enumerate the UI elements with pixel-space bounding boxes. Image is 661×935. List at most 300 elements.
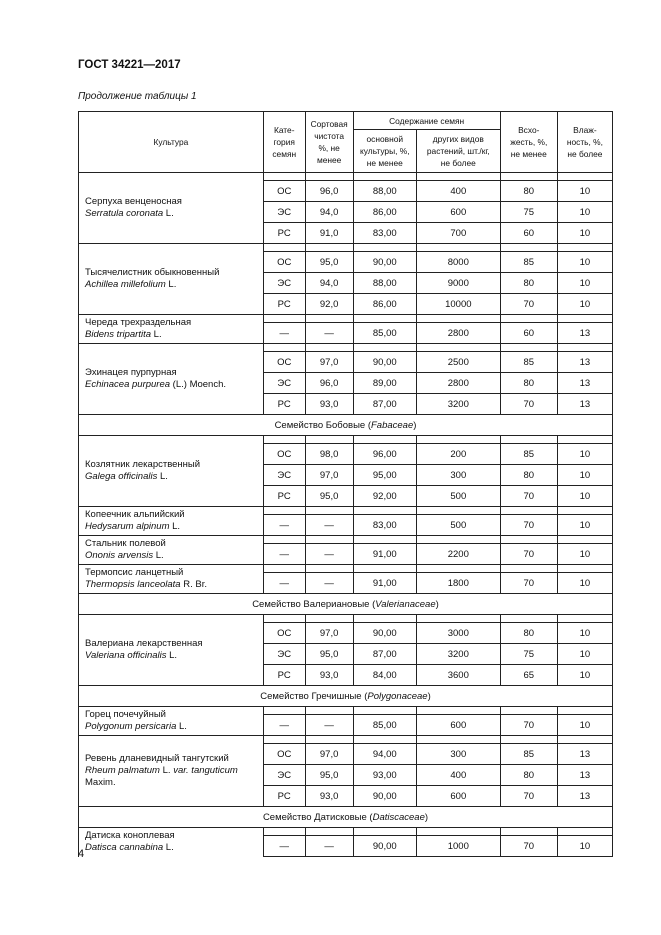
purity-cell: — xyxy=(305,836,353,857)
humidity-cell: 13 xyxy=(557,352,612,373)
germination-cell: 85 xyxy=(500,744,557,765)
germination-cell: 70 xyxy=(500,836,557,857)
spacer-cell xyxy=(305,315,353,323)
col-header-germination: Всхо- жесть, %, не менее xyxy=(500,112,557,173)
spacer-cell xyxy=(353,707,416,715)
germination-cell: 70 xyxy=(500,544,557,565)
humidity-cell: 13 xyxy=(557,765,612,786)
purity-cell: 97,0 xyxy=(305,352,353,373)
crop-russian-name: Копеечник альпийский xyxy=(85,509,185,520)
purity-cell: 96,0 xyxy=(305,373,353,394)
col-header-crop: Культура xyxy=(79,112,264,173)
main-culture-cell: 87,00 xyxy=(353,394,416,415)
family-heading xyxy=(79,415,613,436)
purity-cell: 92,0 xyxy=(305,294,353,315)
family-row xyxy=(79,594,613,615)
category-cell: ЭС xyxy=(263,273,305,294)
row-spacer xyxy=(79,536,613,544)
family-label: Семейство Валериановые ( xyxy=(252,598,376,610)
family-latin-name: Polygonaceae xyxy=(367,690,428,702)
crop-russian-name: Термопсис ланцетный xyxy=(85,567,184,578)
spacer-cell xyxy=(305,828,353,836)
crop-russian-name: Козлятник лекарственный xyxy=(85,459,201,470)
spacer-cell xyxy=(416,565,500,573)
family-row xyxy=(79,686,613,707)
crop-latin-variety: var. tanguticum xyxy=(173,765,238,776)
spacer-cell xyxy=(416,436,500,444)
spacer-cell xyxy=(305,344,353,352)
document-title: ГОСТ 34221—2017 xyxy=(78,59,181,71)
purity-cell: 98,0 xyxy=(305,444,353,465)
row-spacer xyxy=(79,736,613,744)
category-cell: ОС xyxy=(263,181,305,202)
purity-cell: — xyxy=(305,323,353,344)
spacer-cell xyxy=(305,707,353,715)
table-continuation-caption: Продолжение таблицы 1 xyxy=(78,91,197,102)
humidity-cell: 10 xyxy=(557,515,612,536)
spacer-cell xyxy=(416,536,500,544)
other-species-cell: 1000 xyxy=(416,836,500,857)
spacer-cell xyxy=(305,507,353,515)
purity-cell: — xyxy=(305,544,353,565)
purity-cell: — xyxy=(305,515,353,536)
spacer-cell xyxy=(263,536,305,544)
row-spacer xyxy=(79,828,613,836)
main-culture-cell: 90,00 xyxy=(353,786,416,807)
humidity-cell: 13 xyxy=(557,373,612,394)
purity-cell: 94,0 xyxy=(305,273,353,294)
crop-author: L. xyxy=(159,765,174,776)
other-species-cell: 300 xyxy=(416,744,500,765)
humidity-cell: 13 xyxy=(557,786,612,807)
spacer-cell xyxy=(353,315,416,323)
family-row xyxy=(79,807,613,828)
crop-name-cell xyxy=(79,436,264,507)
humidity-cell: 10 xyxy=(557,715,612,736)
purity-cell: 95,0 xyxy=(305,252,353,273)
category-cell: РС xyxy=(263,223,305,244)
spacer-cell xyxy=(500,565,557,573)
spacer-cell xyxy=(500,536,557,544)
humidity-cell: 10 xyxy=(557,836,612,857)
germination-cell: 70 xyxy=(500,294,557,315)
main-culture-cell: 93,00 xyxy=(353,765,416,786)
spacer-cell xyxy=(353,173,416,181)
main-culture-cell: 83,00 xyxy=(353,223,416,244)
spacer-cell xyxy=(500,173,557,181)
humidity-cell: 10 xyxy=(557,181,612,202)
spacer-cell xyxy=(416,244,500,252)
table-header xyxy=(79,112,613,173)
humidity-cell: 10 xyxy=(557,294,612,315)
crop-name-cell xyxy=(79,828,264,857)
spacer-cell xyxy=(353,344,416,352)
humidity-cell: 10 xyxy=(557,273,612,294)
crop-latin-name: Rheum palmatum xyxy=(85,765,160,776)
humidity-cell: 10 xyxy=(557,623,612,644)
crop-latin-name: Valeriana officinalis xyxy=(85,650,167,661)
spacer-cell xyxy=(416,173,500,181)
spacer-cell xyxy=(263,707,305,715)
other-species-cell: 9000 xyxy=(416,273,500,294)
spacer-cell xyxy=(557,565,612,573)
col-header-other-species: других видов растений, шт./кг, не более xyxy=(416,130,500,173)
crop-name-cell xyxy=(79,507,264,536)
humidity-cell: 10 xyxy=(557,444,612,465)
crop-latin-name: Echinacea purpurea xyxy=(85,379,171,390)
crop-latin-name: Polygonum persicaria xyxy=(85,721,177,732)
germination-cell: 85 xyxy=(500,352,557,373)
col-header-humidity: Влаж- ность, %, не более xyxy=(557,112,612,173)
spacer-cell xyxy=(353,565,416,573)
spacer-cell xyxy=(557,436,612,444)
crop-author: L. xyxy=(166,650,178,661)
family-label: Семейство Датисковые ( xyxy=(262,811,373,823)
category-cell: — xyxy=(263,715,305,736)
purity-cell: — xyxy=(305,573,353,594)
crop-name-cell xyxy=(79,244,264,315)
purity-cell: — xyxy=(305,715,353,736)
crop-name-cell xyxy=(79,315,264,344)
crop-latin-name: Ononis arvensis xyxy=(85,550,154,561)
spacer-cell xyxy=(263,436,305,444)
germination-cell: 70 xyxy=(500,573,557,594)
spacer-cell xyxy=(263,344,305,352)
family-label: Семейство Гречишные ( xyxy=(260,690,368,702)
category-cell: — xyxy=(263,544,305,565)
other-species-cell: 400 xyxy=(416,765,500,786)
other-species-cell: 600 xyxy=(416,202,500,223)
spacer-cell xyxy=(557,707,612,715)
family-latin-name: Datiscaceae xyxy=(372,811,425,823)
spacer-cell xyxy=(500,828,557,836)
main-culture-cell: 96,00 xyxy=(353,444,416,465)
family-label: Семейство Бобовые ( xyxy=(274,419,371,431)
main-culture-cell: 94,00 xyxy=(353,744,416,765)
spacer-cell xyxy=(353,507,416,515)
spacer-cell xyxy=(305,565,353,573)
spacer-cell xyxy=(500,707,557,715)
main-culture-cell: 90,00 xyxy=(353,352,416,373)
main-culture-cell: 90,00 xyxy=(353,836,416,857)
family-heading xyxy=(79,686,613,707)
spacer-cell xyxy=(557,173,612,181)
main-culture-cell: 90,00 xyxy=(353,623,416,644)
main-culture-cell: 95,00 xyxy=(353,465,416,486)
germination-cell: 80 xyxy=(500,465,557,486)
spacer-cell xyxy=(305,615,353,623)
germination-cell: 75 xyxy=(500,202,557,223)
crop-russian-name: Череда трехраздельная xyxy=(85,317,192,328)
family-row xyxy=(79,415,613,436)
spacer-cell xyxy=(263,828,305,836)
germination-cell: 70 xyxy=(500,786,557,807)
crop-author: R. Br. xyxy=(180,579,207,590)
other-species-cell: 300 xyxy=(416,465,500,486)
crop-russian-name: Валериана лекарственная xyxy=(85,638,203,649)
spacer-cell xyxy=(353,436,416,444)
main-culture-cell: 87,00 xyxy=(353,644,416,665)
spacer-cell xyxy=(416,736,500,744)
purity-cell: 93,0 xyxy=(305,786,353,807)
purity-cell: 97,0 xyxy=(305,744,353,765)
crop-author: L. xyxy=(176,721,187,732)
col-header-category: Кате- гория семян xyxy=(263,112,305,173)
category-cell: ЭС xyxy=(263,373,305,394)
family-close-paren: ) xyxy=(435,598,439,610)
crop-name-cell xyxy=(79,536,264,565)
spacer-cell xyxy=(500,736,557,744)
category-cell: ЭС xyxy=(263,765,305,786)
other-species-cell: 3000 xyxy=(416,623,500,644)
crop-name-cell xyxy=(79,736,264,807)
other-species-cell: 700 xyxy=(416,223,500,244)
germination-cell: 80 xyxy=(500,765,557,786)
crop-author: L. xyxy=(157,471,168,482)
spacer-cell xyxy=(353,615,416,623)
crop-russian-name: Датиска коноплевая xyxy=(85,830,175,842)
table-body xyxy=(79,173,613,857)
spacer-cell xyxy=(263,507,305,515)
spacer-cell xyxy=(500,436,557,444)
main-culture-cell: 88,00 xyxy=(353,181,416,202)
spacer-cell xyxy=(353,828,416,836)
germination-cell: 65 xyxy=(500,665,557,686)
crop-latin-name: Bidens tripartita xyxy=(85,329,152,340)
humidity-cell: 10 xyxy=(557,644,612,665)
humidity-cell: 13 xyxy=(557,394,612,415)
family-latin-name: Valerianaceae xyxy=(375,598,436,610)
main-culture-cell: 91,00 xyxy=(353,573,416,594)
spacer-cell xyxy=(263,173,305,181)
main-culture-cell: 86,00 xyxy=(353,294,416,315)
row-spacer xyxy=(79,565,613,573)
main-culture-cell: 83,00 xyxy=(353,515,416,536)
spacer-cell xyxy=(353,736,416,744)
purity-cell: 95,0 xyxy=(305,486,353,507)
crop-name-cell xyxy=(79,344,264,415)
spacer-cell xyxy=(500,344,557,352)
purity-cell: 94,0 xyxy=(305,202,353,223)
purity-cell: 93,0 xyxy=(305,394,353,415)
spacer-cell xyxy=(500,507,557,515)
spacer-cell xyxy=(416,828,500,836)
crop-author: L. xyxy=(163,842,174,854)
spacer-cell xyxy=(263,736,305,744)
humidity-cell: 10 xyxy=(557,486,612,507)
col-header-content-group: Содержание семян xyxy=(353,112,500,130)
category-cell: — xyxy=(263,836,305,857)
purity-cell: 91,0 xyxy=(305,223,353,244)
crop-latin-name: Datisca cannabina xyxy=(85,842,164,854)
spacer-cell xyxy=(557,615,612,623)
page-number: 4 xyxy=(78,848,85,860)
crop-russian-name: Ревень дланевидный тангутский xyxy=(85,753,229,764)
crop-name-cell xyxy=(79,615,264,686)
main-culture-cell: 89,00 xyxy=(353,373,416,394)
main-culture-cell: 84,00 xyxy=(353,665,416,686)
spacer-cell xyxy=(557,736,612,744)
spacer-cell xyxy=(263,615,305,623)
crop-name-cell xyxy=(79,173,264,244)
germination-cell: 60 xyxy=(500,323,557,344)
purity-cell: 97,0 xyxy=(305,623,353,644)
purity-cell: 95,0 xyxy=(305,644,353,665)
germination-cell: 80 xyxy=(500,373,557,394)
spacer-cell xyxy=(557,315,612,323)
other-species-cell: 2200 xyxy=(416,544,500,565)
purity-cell: 96,0 xyxy=(305,181,353,202)
spacer-cell xyxy=(353,536,416,544)
crop-author: L. xyxy=(165,279,177,290)
spacer-cell xyxy=(263,565,305,573)
family-heading xyxy=(79,807,613,828)
other-species-cell: 1800 xyxy=(416,573,500,594)
germination-cell: 70 xyxy=(500,515,557,536)
crop-russian-name: Горец почечуйный xyxy=(85,709,166,720)
category-cell: — xyxy=(263,515,305,536)
row-spacer xyxy=(79,244,613,252)
seed-quality-table xyxy=(78,111,613,857)
other-species-cell: 600 xyxy=(416,786,500,807)
crop-name-cell xyxy=(79,565,264,594)
category-cell: ОС xyxy=(263,744,305,765)
main-culture-cell: 88,00 xyxy=(353,273,416,294)
row-spacer xyxy=(79,507,613,515)
category-cell: ЭС xyxy=(263,465,305,486)
crop-name-cell xyxy=(79,707,264,736)
family-close-paren: ) xyxy=(413,419,417,431)
spacer-cell xyxy=(500,244,557,252)
crop-author: (L.) Moench. xyxy=(170,379,227,390)
other-species-cell: 3600 xyxy=(416,665,500,686)
germination-cell: 70 xyxy=(500,486,557,507)
crop-latin-name: Serratula coronata xyxy=(85,208,164,219)
row-spacer xyxy=(79,344,613,352)
spacer-cell xyxy=(416,615,500,623)
main-culture-cell: 85,00 xyxy=(353,323,416,344)
humidity-cell: 10 xyxy=(557,573,612,594)
spacer-cell xyxy=(416,315,500,323)
spacer-cell xyxy=(305,173,353,181)
other-species-cell: 2800 xyxy=(416,323,500,344)
purity-cell: 93,0 xyxy=(305,665,353,686)
spacer-cell xyxy=(557,507,612,515)
category-cell: ЭС xyxy=(263,202,305,223)
other-species-cell: 600 xyxy=(416,715,500,736)
family-heading xyxy=(79,594,613,615)
humidity-cell: 13 xyxy=(557,744,612,765)
humidity-cell: 13 xyxy=(557,323,612,344)
category-cell: — xyxy=(263,573,305,594)
category-cell: ОС xyxy=(263,352,305,373)
germination-cell: 75 xyxy=(500,644,557,665)
germination-cell: 85 xyxy=(500,252,557,273)
humidity-cell: 10 xyxy=(557,223,612,244)
main-culture-cell: 90,00 xyxy=(353,252,416,273)
germination-cell: 80 xyxy=(500,273,557,294)
crop-author: L. xyxy=(151,329,162,340)
category-cell: ОС xyxy=(263,444,305,465)
other-species-cell: 8000 xyxy=(416,252,500,273)
crop-latin-name: Thermopsis lanceolata xyxy=(85,579,181,590)
spacer-cell xyxy=(305,536,353,544)
family-close-paren: ) xyxy=(424,811,429,823)
crop-russian-name: Тысячелистник обыкновенный xyxy=(85,267,220,278)
row-spacer xyxy=(79,173,613,181)
spacer-cell xyxy=(305,736,353,744)
germination-cell: 80 xyxy=(500,181,557,202)
category-cell: РС xyxy=(263,394,305,415)
crop-russian-name: Эхинацея пурпурная xyxy=(85,367,177,378)
germination-cell: 60 xyxy=(500,223,557,244)
humidity-cell: 10 xyxy=(557,465,612,486)
family-latin-name: Fabaceae xyxy=(371,419,414,431)
spacer-cell xyxy=(416,707,500,715)
other-species-cell: 500 xyxy=(416,515,500,536)
other-species-cell: 500 xyxy=(416,486,500,507)
germination-cell: 80 xyxy=(500,623,557,644)
main-culture-cell: 92,00 xyxy=(353,486,416,507)
other-species-cell: 400 xyxy=(416,181,500,202)
other-species-cell: 200 xyxy=(416,444,500,465)
spacer-cell xyxy=(500,315,557,323)
crop-latin-name: Achillea millefolium xyxy=(85,279,166,290)
category-cell: — xyxy=(263,323,305,344)
category-cell: РС xyxy=(263,786,305,807)
crop-variety-author: Maxim. xyxy=(85,777,116,788)
spacer-cell xyxy=(557,536,612,544)
category-cell: РС xyxy=(263,486,305,507)
row-spacer xyxy=(79,315,613,323)
spacer-cell xyxy=(263,315,305,323)
humidity-cell: 10 xyxy=(557,544,612,565)
spacer-cell xyxy=(557,344,612,352)
main-culture-cell: 86,00 xyxy=(353,202,416,223)
main-culture-cell: 91,00 xyxy=(353,544,416,565)
spacer-cell xyxy=(557,828,612,836)
spacer-cell xyxy=(305,244,353,252)
germination-cell: 70 xyxy=(500,715,557,736)
spacer-cell xyxy=(416,344,500,352)
category-cell: ЭС xyxy=(263,644,305,665)
col-header-purity: Сортовая чистота %, не менее xyxy=(305,112,353,173)
row-spacer xyxy=(79,707,613,715)
germination-cell: 85 xyxy=(500,444,557,465)
category-cell: РС xyxy=(263,294,305,315)
other-species-cell: 2800 xyxy=(416,373,500,394)
family-close-paren: ) xyxy=(427,690,431,702)
crop-author: L. xyxy=(163,208,174,219)
row-spacer xyxy=(79,436,613,444)
purity-cell: 95,0 xyxy=(305,765,353,786)
spacer-cell xyxy=(305,436,353,444)
germination-cell: 70 xyxy=(500,394,557,415)
spacer-cell xyxy=(353,244,416,252)
other-species-cell: 10000 xyxy=(416,294,500,315)
humidity-cell: 10 xyxy=(557,202,612,223)
purity-cell: 97,0 xyxy=(305,465,353,486)
other-species-cell: 3200 xyxy=(416,394,500,415)
row-spacer xyxy=(79,615,613,623)
humidity-cell: 10 xyxy=(557,665,612,686)
crop-latin-name: Hedysarum alpinum xyxy=(85,521,170,532)
spacer-cell xyxy=(557,244,612,252)
crop-author: L. xyxy=(169,521,181,532)
spacer-cell xyxy=(500,615,557,623)
humidity-cell: 10 xyxy=(557,252,612,273)
col-header-main-culture: основной культуры, %, не менее xyxy=(353,130,416,173)
